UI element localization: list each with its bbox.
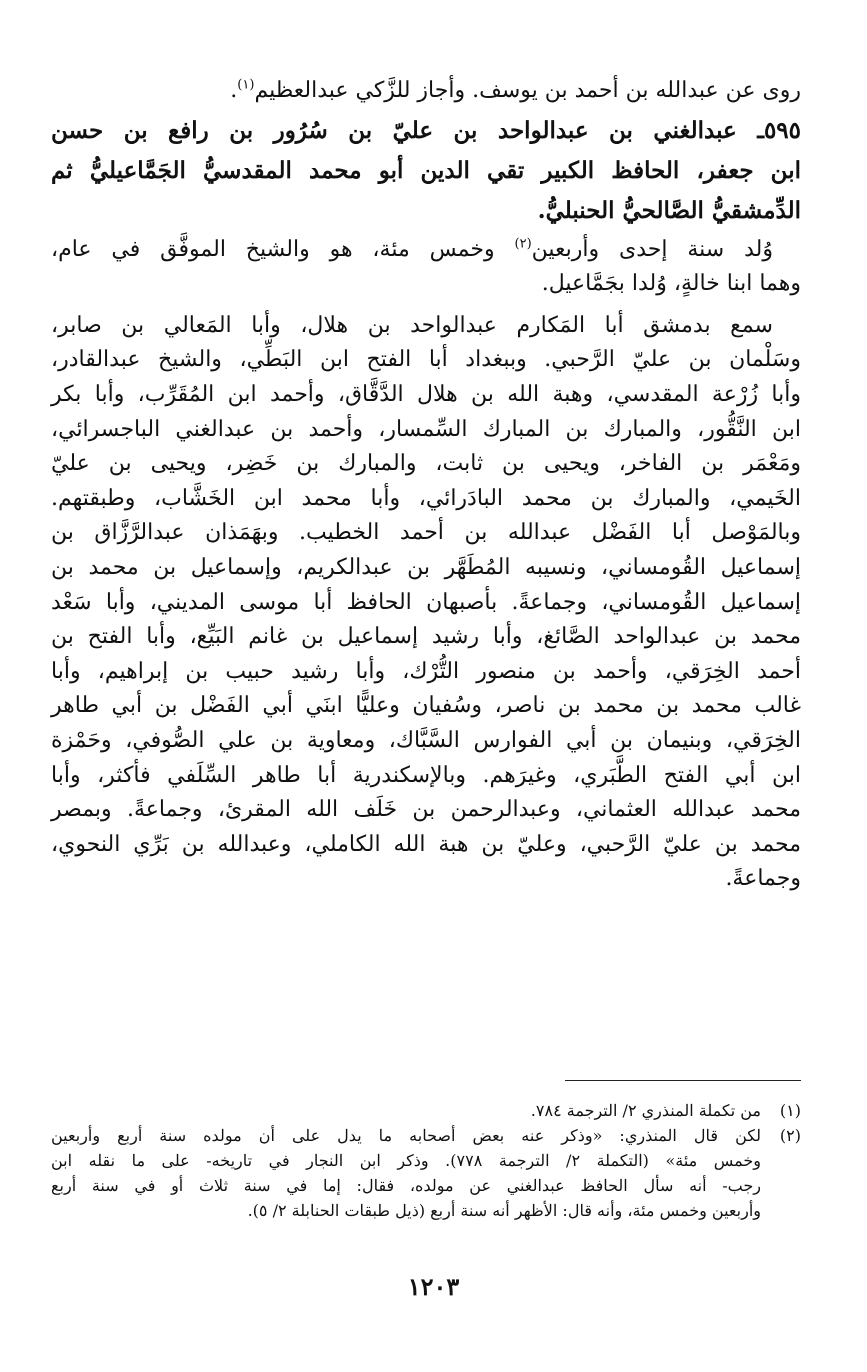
- text-line: وجماعةً.: [725, 866, 801, 892]
- footnote-ref-2: (٢): [514, 236, 532, 252]
- text-line: [51, 233, 801, 268]
- main-text: [51, 74, 801, 897]
- footnote-separator: [565, 1080, 801, 1081]
- text-line: محمد عبدالله العثماني، وعبدالرحمن بن خَلَف الله المقرئ، وجماعةً. وبمصر: [51, 797, 801, 823]
- footnote-number: (١): [779, 1101, 801, 1120]
- entry-heading-line: الدِّمشقيُّ الصَّالحيُّ الحنبليُّ.: [537, 196, 801, 224]
- text-line: وبالمَوْصل أبا الفَضْل عبدالله بن أحمد الخطيب. وبهَمَذان عبدالرَّزَّاق بن: [51, 520, 801, 546]
- text-line: ابن النَّقُّور، والمبارك بن المبارك السِّمسار، وأحمد بن عبدالغني الباجسرائي،: [51, 416, 801, 442]
- line-text: .: [230, 78, 238, 103]
- footnote-line: رجب- أنه سأل الحافظ عبدالغني عن مولده، فقال: إما في سنة ثلاث أو في سنة أربع: [51, 1176, 761, 1195]
- line-text: وُلد سنة إحدى وأربعين: [531, 236, 773, 262]
- text-line: وهما ابنا خالةٍ، وُلدا بجَمَّاعيل.: [541, 271, 801, 297]
- text-line: وأبا زُرْعة المقدسي، وهبة الله بن هلال الدَّقَّاق، وأحمد ابن المُقَرِّب، وأبا بكر: [51, 381, 801, 407]
- text-line: إسماعيل القُومساني، ونسيبه المُطَهَّر بن عبدالكريم، وإسماعيل بن محمد بن: [51, 554, 801, 580]
- text-line: سمع بدمشق أبا المَكارم عبدالواحد بن هلال، وأبا المَعالي بن صابر،: [51, 312, 773, 338]
- text-line: أحمد الخِرَقي، وأحمد بن منصور التُّرْك، وأبا رشيد حبيب بن إبراهيم، وأبا: [51, 658, 801, 684]
- page-number: ١٢٠٣: [407, 1272, 460, 1301]
- footnote-number: (٢): [779, 1126, 801, 1145]
- line-text: روى عن عبدالله بن أحمد بن يوسف. وأجاز للزَّكي عبدالعظيم: [254, 78, 801, 103]
- footnote-2: [51, 1123, 801, 1148]
- entry-heading-line: ابن جعفر، الحافظ الكبير تقي الدين أبو محمد المقدسيُّ الجَمَّاعيليُّ ثم: [51, 156, 801, 184]
- text-line: إسماعيل القُومساني، وجماعةً. بأصبهان الحافظ أبا موسى المديني، وأبا سَعْد: [51, 589, 801, 615]
- footnote-line: وأربعين وخمس مئة، وأنه قال: الأظهر أنه سنة أربع (ذيل طبقات الحنابلة ٢/ ٥).: [247, 1201, 761, 1220]
- footnote-text: لكن قال المنذري: «وذكر عنه بعض أصحابه ما يدل على أن مولده سنة أربع وأربعين: [51, 1126, 761, 1145]
- footnote-1: [51, 1098, 801, 1123]
- text-line: وسَلْمان بن عليّ الرَّحبي. وببغداد أبا الفتح ابن البَطِّي، والشيخ عبدالقادر،: [51, 347, 801, 373]
- footnotes: [51, 1098, 801, 1223]
- text-line: الخَيمي، والمبارك بن محمد البادَرائي، وأبا محمد ابن الخَشَّاب، وطبقتهم.: [51, 485, 801, 511]
- spacer: [51, 302, 801, 309]
- text-line: الخِرَقي، وبنيمان بن أبي الفوارس السَّبَّاك، ومعاوية بن علي الصُّوفي، وحَمْزة: [51, 727, 801, 753]
- text-line: غالب محمد بن محمد بن ناصر، وسُفيان وعليًّا ابنَي أبي الفَضْل بن أبي طاهر: [51, 693, 801, 719]
- text-line: [51, 74, 801, 109]
- text-line: محمد بن عليّ الرَّحبي، وعليّ بن هبة الله الكاملي، وعبدالله بن بَرِّي النحوي،: [51, 831, 801, 857]
- line-text: وخمس مئة، هو والشيخ الموفَّق في عام،: [51, 236, 495, 262]
- text-line: محمد بن عبدالواحد الصَّائغ، وأبا رشيد إسماعيل بن غانم البَيِّع، وأبا الفتح بن: [51, 624, 801, 650]
- text-line: ابن أبي الفتح الطَّبَري، وغيرَهم. وبالإسكندرية أبا طاهر السِّلَفي فأكثر، وأبا: [51, 762, 801, 788]
- footnote-ref-1: (١): [237, 77, 255, 93]
- footnote-text: من تكملة المنذري ٢/ الترجمة ٧٨٤.: [530, 1101, 761, 1120]
- text-line: ومَعْمَر بن الفاخر، ويحيى بن ثابت، والمبارك بن خَضِر، ويحيى بن عليّ: [51, 451, 801, 477]
- footnote-line: وخمس مئة» (التكملة ٢/ الترجمة ٧٧٨). وذكر ابن النجار في تاريخه- على ما نقله ابن: [51, 1151, 762, 1170]
- entry-heading-line: ٥٩٥ـ عبدالغني بن عبدالواحد بن عليّ بن سُرُور بن رافع بن حسن: [51, 116, 801, 144]
